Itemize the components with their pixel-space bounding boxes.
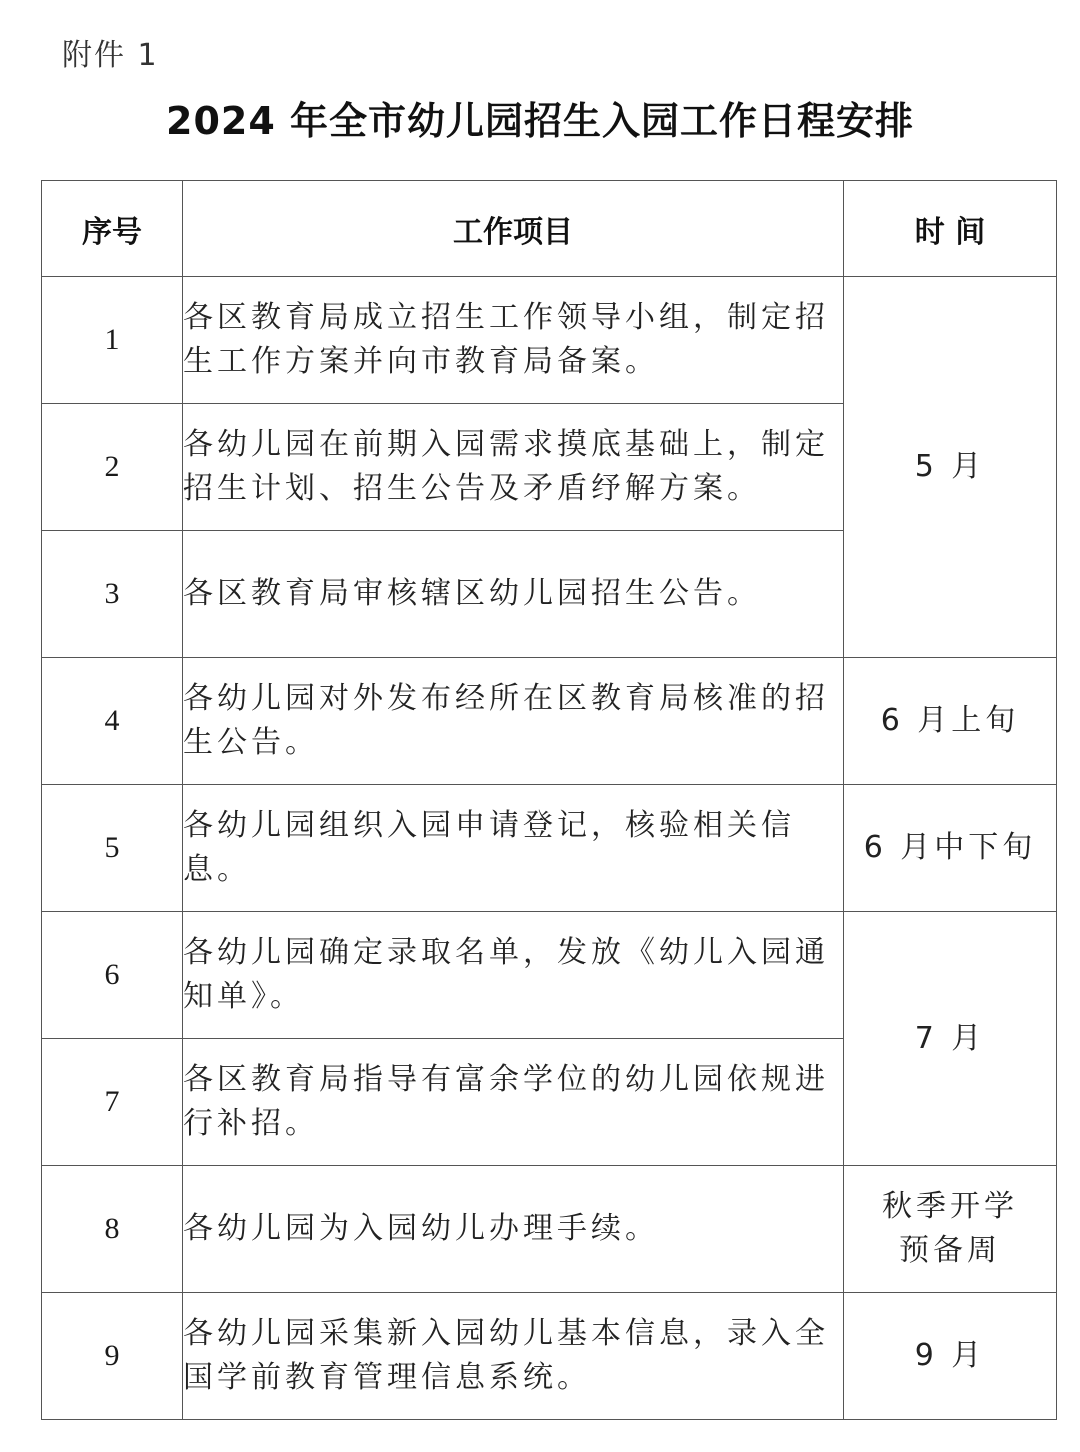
header-task: 工作项目 (183, 181, 844, 277)
schedule-table (41, 180, 1057, 1420)
row-task: 各幼儿园采集新入园幼儿基本信息，录入全国学前教育管理信息系统。 (183, 1293, 844, 1420)
row-seq: 2 (42, 404, 183, 531)
row-task: 各幼儿园组织入园申请登记，核验相关信息。 (183, 785, 844, 912)
document-title: 2024 年全市幼儿园招生入园工作日程安排 (166, 99, 914, 143)
row-task: 各幼儿园在前期入园需求摸底基础上，制定招生计划、招生公告及矛盾纾解方案。 (183, 404, 844, 531)
header-time: 时 间 (844, 181, 1057, 277)
table-row (42, 277, 1057, 404)
row-seq: 1 (42, 277, 183, 404)
row-time: 7 月 (844, 912, 1057, 1166)
row-seq: 8 (42, 1166, 183, 1293)
row-time (844, 1166, 1057, 1293)
table-row (42, 658, 1057, 785)
row-task: 各幼儿园确定录取名单，发放《幼儿入园通知单》。 (183, 912, 844, 1039)
table-row (42, 1166, 1057, 1293)
row-seq: 7 (42, 1039, 183, 1166)
row-task: 各幼儿园对外发布经所在区教育局核准的招生公告。 (183, 658, 844, 785)
row-seq: 5 (42, 785, 183, 912)
row-time-line-2: 预备周 (899, 1233, 1001, 1268)
row-time: 6 月上旬 (844, 658, 1057, 785)
row-time: 9 月 (844, 1293, 1057, 1420)
row-seq: 3 (42, 531, 183, 658)
row-time-line-1: 秋季开学 (882, 1189, 1018, 1224)
row-time: 6 月中下旬 (844, 785, 1057, 912)
row-seq: 4 (42, 658, 183, 785)
table-header-row (42, 181, 1057, 277)
header-seq: 序号 (42, 181, 183, 277)
table-row (42, 912, 1057, 1039)
row-task: 各区教育局成立招生工作领导小组，制定招生工作方案并向市教育局备案。 (183, 277, 844, 404)
table-row (42, 785, 1057, 912)
row-task: 各区教育局指导有富余学位的幼儿园依规进行补招。 (183, 1039, 844, 1166)
row-time: 5 月 (844, 277, 1057, 658)
attachment-label: 附件 1 (62, 38, 159, 73)
table-row (42, 1293, 1057, 1420)
row-task: 各幼儿园为入园幼儿办理手续。 (183, 1166, 844, 1293)
row-task: 各区教育局审核辖区幼儿园招生公告。 (183, 531, 844, 658)
row-seq: 9 (42, 1293, 183, 1420)
row-seq: 6 (42, 912, 183, 1039)
